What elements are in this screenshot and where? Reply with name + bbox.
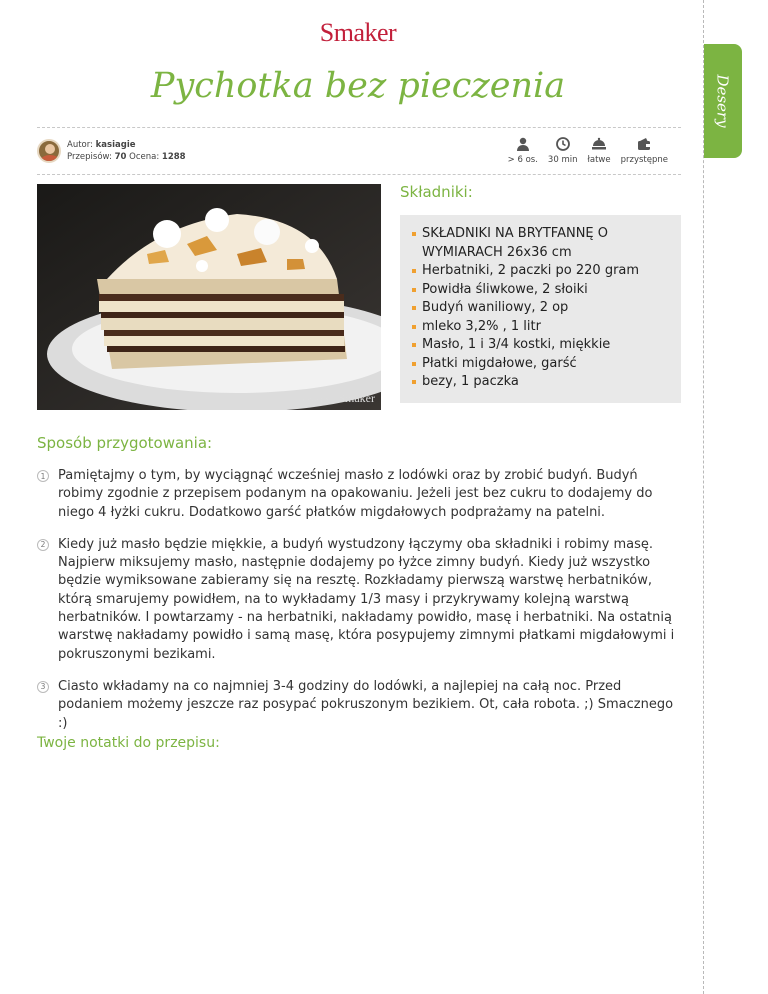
ingredient-item: bezy, 1 paczka — [412, 373, 671, 392]
recipe-title: Pychotka bez pieczenia — [150, 66, 566, 106]
rating-label: Ocena: — [129, 152, 160, 162]
ingredient-item: Budyń waniliowy, 2 op — [412, 299, 671, 318]
person-icon — [515, 136, 531, 152]
step-number: 2 — [37, 539, 49, 551]
difficulty-icon — [591, 136, 607, 152]
step-item — [37, 467, 677, 522]
smaker-logo: Smaker — [319, 18, 397, 47]
ingredients-heading: Składniki: — [400, 183, 473, 201]
avatar[interactable] — [37, 139, 61, 163]
step-number: 3 — [37, 681, 49, 693]
recipe-stats — [508, 136, 668, 165]
preparation-steps — [37, 467, 677, 747]
ingredient-item: Powidła śliwkowe, 2 słoiki — [412, 281, 671, 300]
stat-difficulty — [587, 136, 610, 165]
rating-value: 1288 — [161, 152, 186, 162]
author-label: Autor: — [67, 140, 93, 150]
recipe-photo — [37, 184, 381, 410]
recipes-label: Przepisów: — [67, 152, 112, 162]
step-text: Pamiętajmy o tym, by wyciągnąć wcześniej masło z lodówki oraz by zrobić budyń. Budyń robimy zgodnie z przepisem podanym na opakowaniu. Jeżeli jest bez cukru to dodajemy do niego 4 łyżki cukru. Dodatkowo garść płatków migdałowych podprażamy na patelni. — [58, 468, 653, 520]
watermark-user: kasiagie — [302, 397, 328, 404]
ingredients-box — [400, 215, 681, 403]
wallet-icon — [636, 136, 652, 152]
stat-servings — [508, 136, 538, 165]
preparation-heading: Sposób przygotowania: — [37, 434, 213, 452]
notes-heading: Twoje notatki do przepisu: — [37, 735, 220, 751]
stat-servings-value: > 6 os. — [507, 155, 538, 165]
watermark-brand: Smaker — [338, 391, 375, 405]
recipes-count: 70 — [114, 152, 127, 162]
photo-watermark: kasiagie | Smaker — [302, 391, 375, 405]
author-name[interactable]: kasiagie — [95, 140, 136, 150]
author-block — [37, 138, 186, 164]
stat-cost-value: przystępne — [620, 155, 668, 165]
ingredients-list — [412, 225, 671, 392]
stat-difficulty-value: łatwe — [587, 155, 611, 165]
ingredient-item: SKŁADNIKI NA BRYTFANNĘ O WYMIARACH 26x36 cm — [412, 225, 671, 262]
ingredient-item: mleko 3,2% , 1 litr — [412, 318, 671, 337]
step-text: Ciasto wkładamy na co najmniej 3-4 godziny do lodówki, a najlepiej na całą noc. Przed podaniem możemy jeszcze raz posypać pokruszonym bezikiem. Ot, cała robota. ;) Smacznego :) — [58, 678, 674, 731]
step-text: Kiedy już masło będzie miękkie, a budyń wystudzony łączymy oba składniki i robimy masę. Najpierw miksujemy masło, następnie dodajemy po łyżce zimny budyń. Kiedy już wszystko będzie wymiksowane zabieramy się na resztę. Rozkładamy pierwszą warstwę herbatników, którą smarujemy powidłem, na to wykładamy 1/3 masy i przykrywamy kolejną warstwą herbatników. I powtarzamy - na herbatniki, nakładamy powidło, masę i herbatniki. Na ostatnią warstwę nakładamy powidło i samą masę, która posypujemy zimnymi płatkami migdałowymi i pokruszonymi bezikami. — [58, 536, 675, 662]
author-meta — [67, 139, 186, 163]
cake-illustration — [37, 184, 381, 410]
divider-bottom — [37, 174, 681, 175]
ingredient-item: Herbatniki, 2 paczki po 220 gram — [412, 262, 671, 281]
ingredient-item: Masło, 1 i 3/4 kostki, miękkie — [412, 336, 671, 355]
category-tab-label: Desery — [714, 74, 732, 128]
step-item — [37, 678, 677, 733]
clock-icon — [555, 136, 571, 152]
ingredient-item: Płatki migdałowe, garść — [412, 355, 671, 374]
step-number: 1 — [37, 470, 49, 482]
divider-top — [37, 127, 681, 128]
stat-time-value: 30 min — [547, 155, 578, 165]
step-item — [37, 536, 677, 664]
stat-time — [548, 136, 578, 165]
stat-cost — [621, 136, 668, 165]
